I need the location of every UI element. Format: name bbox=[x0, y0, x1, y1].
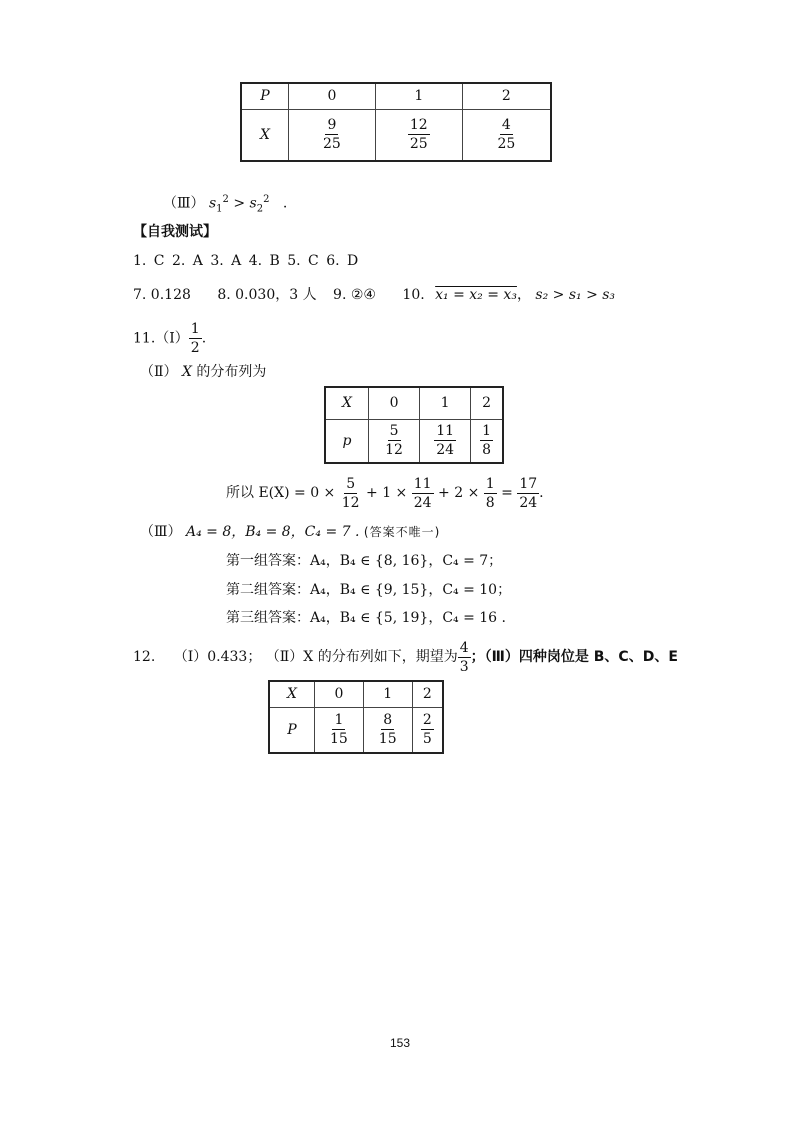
table-cell: $\frac{12}{25}$ bbox=[375, 109, 462, 161]
table-row-label: X bbox=[241, 109, 289, 161]
table-header-cell: 0 bbox=[289, 83, 376, 109]
table-row-label: p bbox=[325, 419, 369, 463]
distribution-table-3 bbox=[268, 680, 444, 754]
group-answer-3: 第三组答案：A₄，B₄ ∈ {5, 19}，C₄ = 16 . bbox=[226, 610, 506, 626]
table-header-cell: X bbox=[325, 387, 369, 419]
table-header-cell: P bbox=[241, 83, 289, 109]
group-answer-1: 第一组答案：A₄，B₄ ∈ {8, 16}，C₄ = 7； bbox=[226, 553, 503, 569]
table-header-cell: 2 bbox=[462, 83, 551, 109]
answers-line: 1. C 2. A 3. A 4. B 5. C 6. D bbox=[133, 253, 359, 269]
distribution-table-2 bbox=[324, 386, 504, 464]
table-cell: $\frac{2}{5}$ bbox=[412, 707, 443, 753]
distribution-table-1 bbox=[240, 82, 552, 162]
table-cell: $\frac{9}{25}$ bbox=[289, 109, 376, 161]
group-answer-2: 第二组答案：A₄，B₄ ∈ {9, 15}，C₄ = 10； bbox=[226, 582, 512, 598]
table-cell: $\frac{11}{24}$ bbox=[420, 419, 471, 463]
table-cell: $\frac{1}{8}$ bbox=[471, 419, 503, 463]
q11-part2: （Ⅱ） X 的分布列为 bbox=[140, 364, 267, 380]
table-cell: $\frac{4}{25}$ bbox=[462, 109, 551, 161]
table-header-cell: 2 bbox=[412, 681, 443, 707]
q11-part1: 11.（Ⅰ） $\frac{1}{2}$ . bbox=[133, 321, 207, 356]
page-number: 153 bbox=[389, 1036, 411, 1050]
table-row-label: P bbox=[269, 707, 315, 753]
table-header-cell: 1 bbox=[420, 387, 471, 419]
table-cell: $\frac{5}{12}$ bbox=[369, 419, 420, 463]
table-header-cell: 1 bbox=[363, 681, 412, 707]
table-header-cell: X bbox=[269, 681, 315, 707]
section-title: 【自我测试】 bbox=[133, 224, 217, 240]
answers-line-7-10: 7. 0.128 8. 0.030，3 人 9. ②④ 10. x₁ = x₂ = x₃， s₂ > s₁ > s₃ bbox=[133, 287, 616, 303]
table-cell: $\frac{8}{15}$ bbox=[363, 707, 412, 753]
table-cell: $\frac{1}{15}$ bbox=[315, 707, 364, 753]
table-header-cell: 1 bbox=[375, 83, 462, 109]
table-header-cell: 0 bbox=[315, 681, 364, 707]
part3-variance-compare: （Ⅲ） $s_1^2 > s_2^2$ . bbox=[163, 194, 288, 215]
q12: 12. （Ⅰ）0.433； （Ⅱ）X 的分布列如下，期望为 $\frac{4}{3}$ ；（Ⅲ）四种岗位是 B、C、D、E bbox=[133, 639, 678, 675]
table-header-cell: 0 bbox=[369, 387, 420, 419]
expectation-formula: 所以 E(X) = 0 × $\frac{5}{12}$ + 1 × $\frac{11}{24}$ + 2 × $\frac{1}{8}$ = $\frac{17}{24}$ . bbox=[226, 475, 544, 511]
q11-part3: （Ⅲ） A₄ = 8，B₄ = 8，C₄ = 7 . (答案不唯一) bbox=[140, 524, 441, 540]
table-header-cell: 2 bbox=[471, 387, 503, 419]
